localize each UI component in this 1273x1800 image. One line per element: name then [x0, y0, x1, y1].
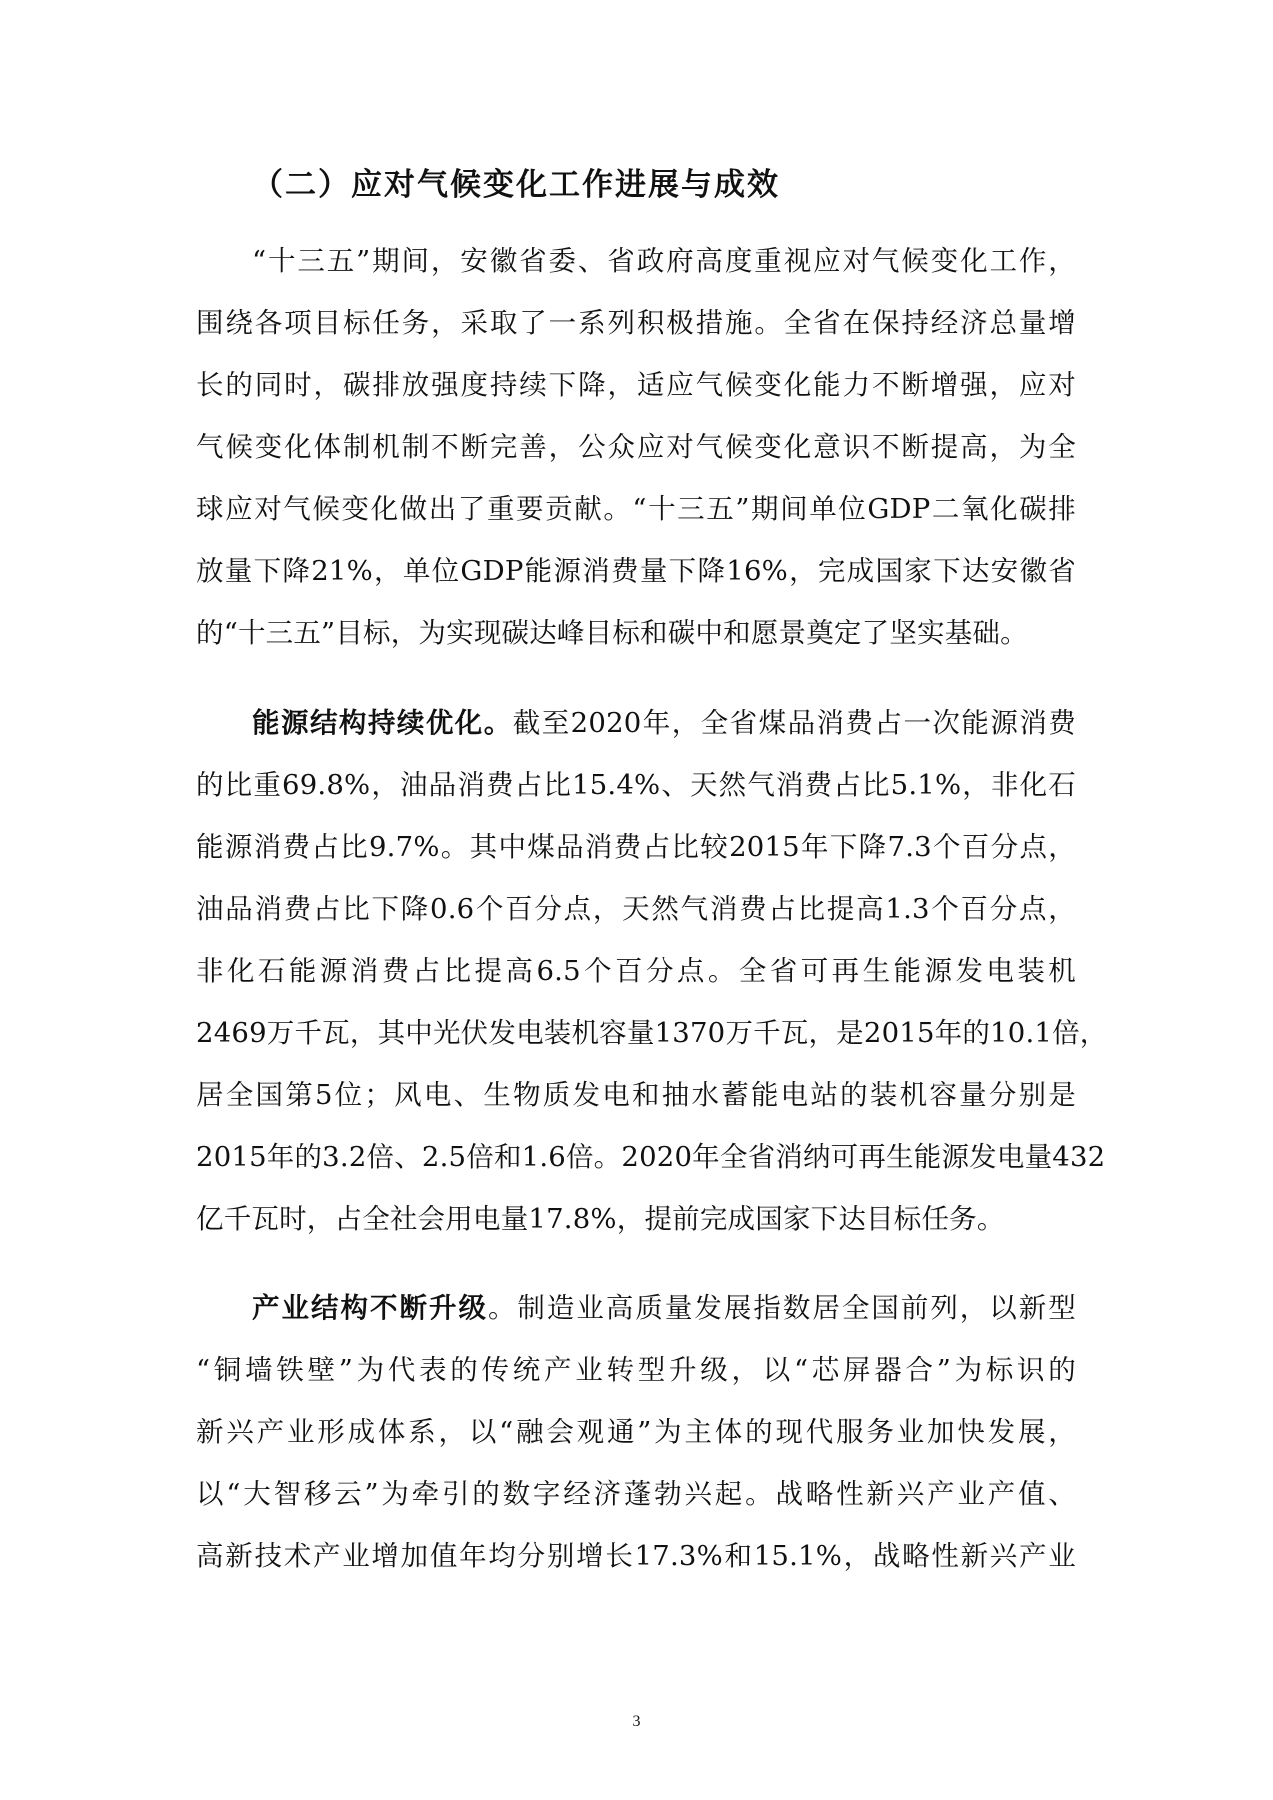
section-heading: （二）应对气候变化工作进展与成效	[252, 167, 780, 203]
paragraph-line: 亿千瓦时，占全社会用电量17.8%，提前完成国家下达目标任务。	[196, 1203, 1005, 1235]
paragraph-line: “铜墙铁壁”为代表的传统产业转型升级，以“芯屏器合”为标识的	[196, 1354, 1076, 1386]
paragraph-line: 气候变化体制机制不断完善，公众应对气候变化意识不断提高，为全	[196, 431, 1076, 463]
paragraph-lead-heading: 能源结构持续优化。	[252, 707, 513, 739]
paragraph-first-line	[196, 692, 1076, 754]
paragraph-line: 能源消费占比9.7%。其中煤品消费占比较2015年下降7.3个百分点，	[196, 831, 1076, 863]
paragraph-line: 以“大智移云”为牵引的数字经济蓬勃兴起。战略性新兴产业产值、	[196, 1478, 1076, 1510]
paragraph-line: 的比重69.8%，油品消费占比15.4%、天然气消费占比5.1%，非化石	[196, 769, 1076, 801]
page-number: 3	[632, 1713, 641, 1730]
paragraph-line: 球应对气候变化做出了重要贡献。“十三五”期间单位GDP二氧化碳排	[196, 493, 1076, 525]
paragraph-energy-structure	[196, 692, 1108, 1252]
paragraph-line: 新兴产业形成体系，以“融会观通”为主体的现代服务业加快发展，	[196, 1416, 1076, 1448]
paragraph-climate-progress	[196, 230, 1076, 665]
paragraph-lead-text: 截至2020年，全省煤品消费占一次能源消费	[512, 707, 1076, 739]
paragraph-lead-heading: 产业结构不断升级	[252, 1292, 488, 1324]
paragraph-line: 油品消费占比下降0.6个百分点，天然气消费占比提高1.3个百分点，	[196, 893, 1076, 925]
paragraph-line: 高新技术产业增加值年均分别增长17.3%和15.1%，战略性新兴产业	[196, 1540, 1076, 1572]
paragraph-line: 居全国第5位；风电、生物质发电和抽水蓄能电站的装机容量分别是	[196, 1079, 1076, 1111]
paragraph-first-line	[196, 1277, 1076, 1339]
paragraph-line: 非化石能源消费占比提高6.5个百分点。全省可再生能源发电装机	[196, 955, 1076, 987]
paragraph-line: “十三五”期间，安徽省委、省政府高度重视应对气候变化工作，	[252, 245, 1076, 277]
paragraph-line: 放量下降21%，单位GDP能源消费量下降16%，完成国家下达安徽省	[196, 555, 1076, 587]
paragraph-line: 2469万千瓦，其中光伏发电装机容量1370万千瓦，是2015年的10.1倍，	[196, 1017, 1108, 1049]
paragraph-line: 的“十三五”目标，为实现碳达峰目标和碳中和愿景奠定了坚实基础。	[196, 617, 1028, 649]
paragraph-line: 2015年的3.2倍、2.5倍和1.6倍。2020年全省消纳可再生能源发电量432	[196, 1141, 1106, 1173]
paragraph-industry-structure	[196, 1277, 1076, 1652]
paragraph-line: 长的同时，碳排放强度持续下降，适应气候变化能力不断增强，应对	[196, 369, 1076, 401]
paragraph-line: 围绕各项目标任务，采取了一系列积极措施。全省在保持经济总量增	[196, 307, 1076, 339]
paragraph-lead-text: 。制造业高质量发展指数居全国前列，以新型	[487, 1292, 1076, 1324]
